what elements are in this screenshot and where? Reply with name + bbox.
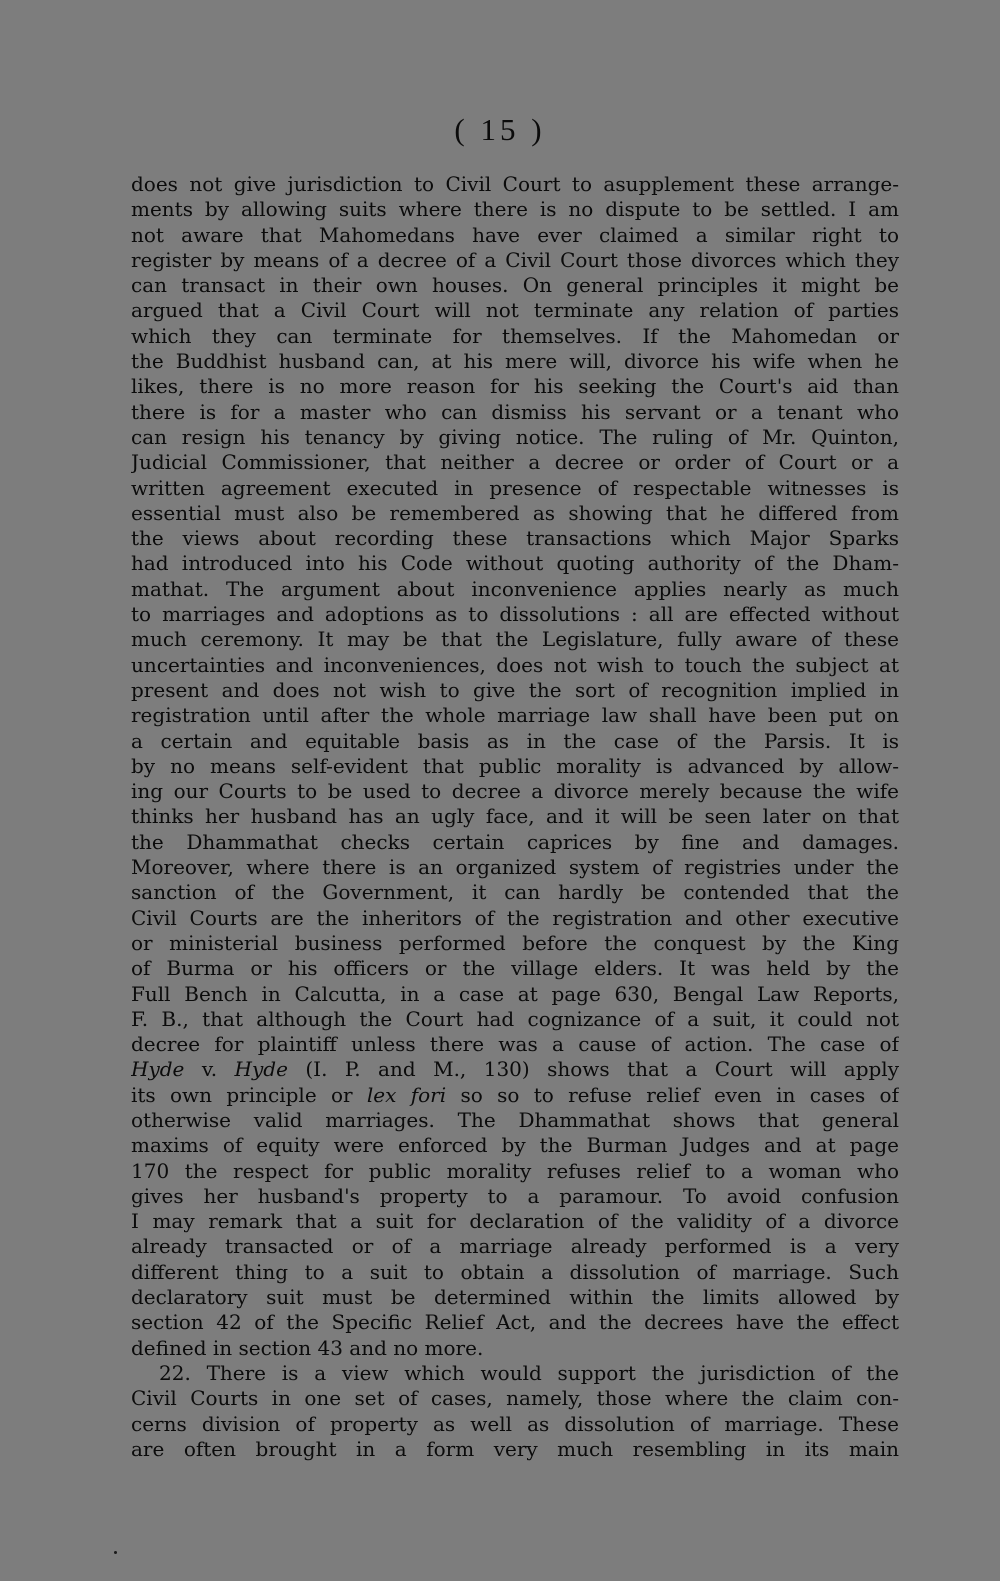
text-line: can transact in their own houses. On general principles it might be xyxy=(131,273,899,298)
text-line: much ceremony. It may be that the Legislature, fully aware of these xyxy=(131,627,899,652)
paragraph-end-line: defined in section 43 and no more. xyxy=(131,1335,484,1360)
body-text xyxy=(131,172,899,1462)
page-number: ( 15 ) xyxy=(454,112,546,147)
text-line: ing our Courts to be used to decree a divorce merely because the wife xyxy=(131,779,899,804)
text-line: by no means self-evident that public morality is advanced by allow- xyxy=(131,753,899,778)
text-line: maxims of equity were enforced by the Burman Judges and at page xyxy=(131,1133,899,1158)
text-line: there is for a master who can dismiss his servant or a tenant who xyxy=(131,399,899,424)
print-speck xyxy=(114,1551,117,1554)
text-line: the views about recording these transactions which Major Sparks xyxy=(131,526,899,551)
case-name-italic: Hyde xyxy=(234,1057,288,1082)
text-line: 170 the respect for public morality refuses relief to a woman who xyxy=(131,1158,899,1183)
text-line: Full Bench in Calcutta, in a case at page 630, Bengal Law Reports, xyxy=(131,981,899,1006)
text-line: likes, there is no more reason for his seeking the Court's aid than xyxy=(131,374,899,399)
text-line: not aware that Mahomedans have ever claimed a similar right to xyxy=(131,222,899,247)
text-line: decree for plaintiff unless there was a cause of action. The case of xyxy=(131,1032,899,1057)
text-line: different thing to a suit to obtain a dissolution of marriage. Such xyxy=(131,1259,899,1284)
paragraph-22-first-line: 22. There is a view which would support the jurisdiction of the xyxy=(159,1360,899,1385)
text-line: to marriages and adoptions as to dissolutions : all are effected without xyxy=(131,602,899,627)
text-line: mathat. The argument about inconvenience applies nearly as much xyxy=(131,576,899,601)
text-line: Civil Courts in one set of cases, namely, those where the claim con- xyxy=(131,1386,899,1411)
text-line: registration until after the whole marriage law shall have been put on xyxy=(131,703,899,728)
text-line-with-latin-term xyxy=(131,1083,899,1108)
text-line: of Burma or his officers or the village elders. It was held by the xyxy=(131,956,899,981)
text-fragment: (I. P. and M., 130) shows that a Court will apply xyxy=(287,1057,899,1082)
text-line: Moreover, where there is an organized system of registries under the xyxy=(131,855,899,880)
text-line: can resign his tenancy by giving notice. The ruling of Mr. Quinton, xyxy=(131,424,899,449)
text-line: F. B., that although the Court had cognizance of a suit, it could not xyxy=(131,1006,899,1031)
text-line: thinks her husband has an ugly face, and it will be seen later on that xyxy=(131,804,899,829)
text-line: are often brought in a form very much resembling in its main xyxy=(131,1436,899,1461)
text-line: section 42 of the Specific Relief Act, and the decrees have the effect xyxy=(131,1310,899,1335)
case-name-italic: Hyde xyxy=(131,1057,185,1082)
text-fragment: so so to refuse relief even in cases of xyxy=(446,1082,899,1107)
text-line: present and does not wish to give the sort of recognition implied in xyxy=(131,677,899,702)
text-line: written agreement executed in presence of respectable witnesses is xyxy=(131,475,899,500)
text-line: uncertainties and inconveniences, does not wish to touch the subject at xyxy=(131,652,899,677)
text-fragment: v. xyxy=(184,1057,235,1082)
text-line: a certain and equitable basis as in the case of the Parsis. It is xyxy=(131,728,899,753)
text-line: sanction of the Government, it can hardly be contended that the xyxy=(131,880,899,905)
text-line: or ministerial business performed before the conquest by the King xyxy=(131,930,899,955)
text-line: the Dhammathat checks certain caprices by fine and damages. xyxy=(131,829,899,854)
text-line: had introduced into his Code without quoting authority of the Dham- xyxy=(131,551,899,576)
text-line: argued that a Civil Court will not terminate any relation of parties xyxy=(131,298,899,323)
text-line: I may remark that a suit for declaration of the validity of a divorce xyxy=(131,1209,899,1234)
text-line: ments by allowing suits where there is no dispute to be settled. I am xyxy=(131,197,899,222)
text-line-with-citation xyxy=(131,1057,899,1082)
text-line: the Buddhist husband can, at his mere will, divorce his wife when he xyxy=(131,349,899,374)
latin-term-italic: lex fori xyxy=(366,1082,447,1107)
text-line: gives her husband's property to a paramour. To avoid confusion xyxy=(131,1183,899,1208)
text-line: declaratory suit must be determined within the limits allowed by xyxy=(131,1285,899,1310)
text-line: otherwise valid marriages. The Dhammathat shows that general xyxy=(131,1107,899,1132)
text-line: cerns division of property as well as dissolution of marriage. These xyxy=(131,1411,899,1436)
text-line: Civil Courts are the inheritors of the registration and other executive xyxy=(131,905,899,930)
text-fragment: its own principle or xyxy=(131,1082,367,1107)
text-line: Judicial Commissioner, that neither a decree or order of Court or a xyxy=(131,450,899,475)
text-line: which they can terminate for themselves. If the Mahomedan or xyxy=(131,323,899,348)
text-line: does not give jurisdiction to Civil Court to asupplement these arrange- xyxy=(131,172,899,196)
text-line: register by means of a decree of a Civil Court those divorces which they xyxy=(131,247,899,272)
text-line: already transacted or of a marriage already performed is a very xyxy=(131,1234,899,1259)
text-line: essential must also be remembered as showing that he differed from xyxy=(131,500,899,525)
